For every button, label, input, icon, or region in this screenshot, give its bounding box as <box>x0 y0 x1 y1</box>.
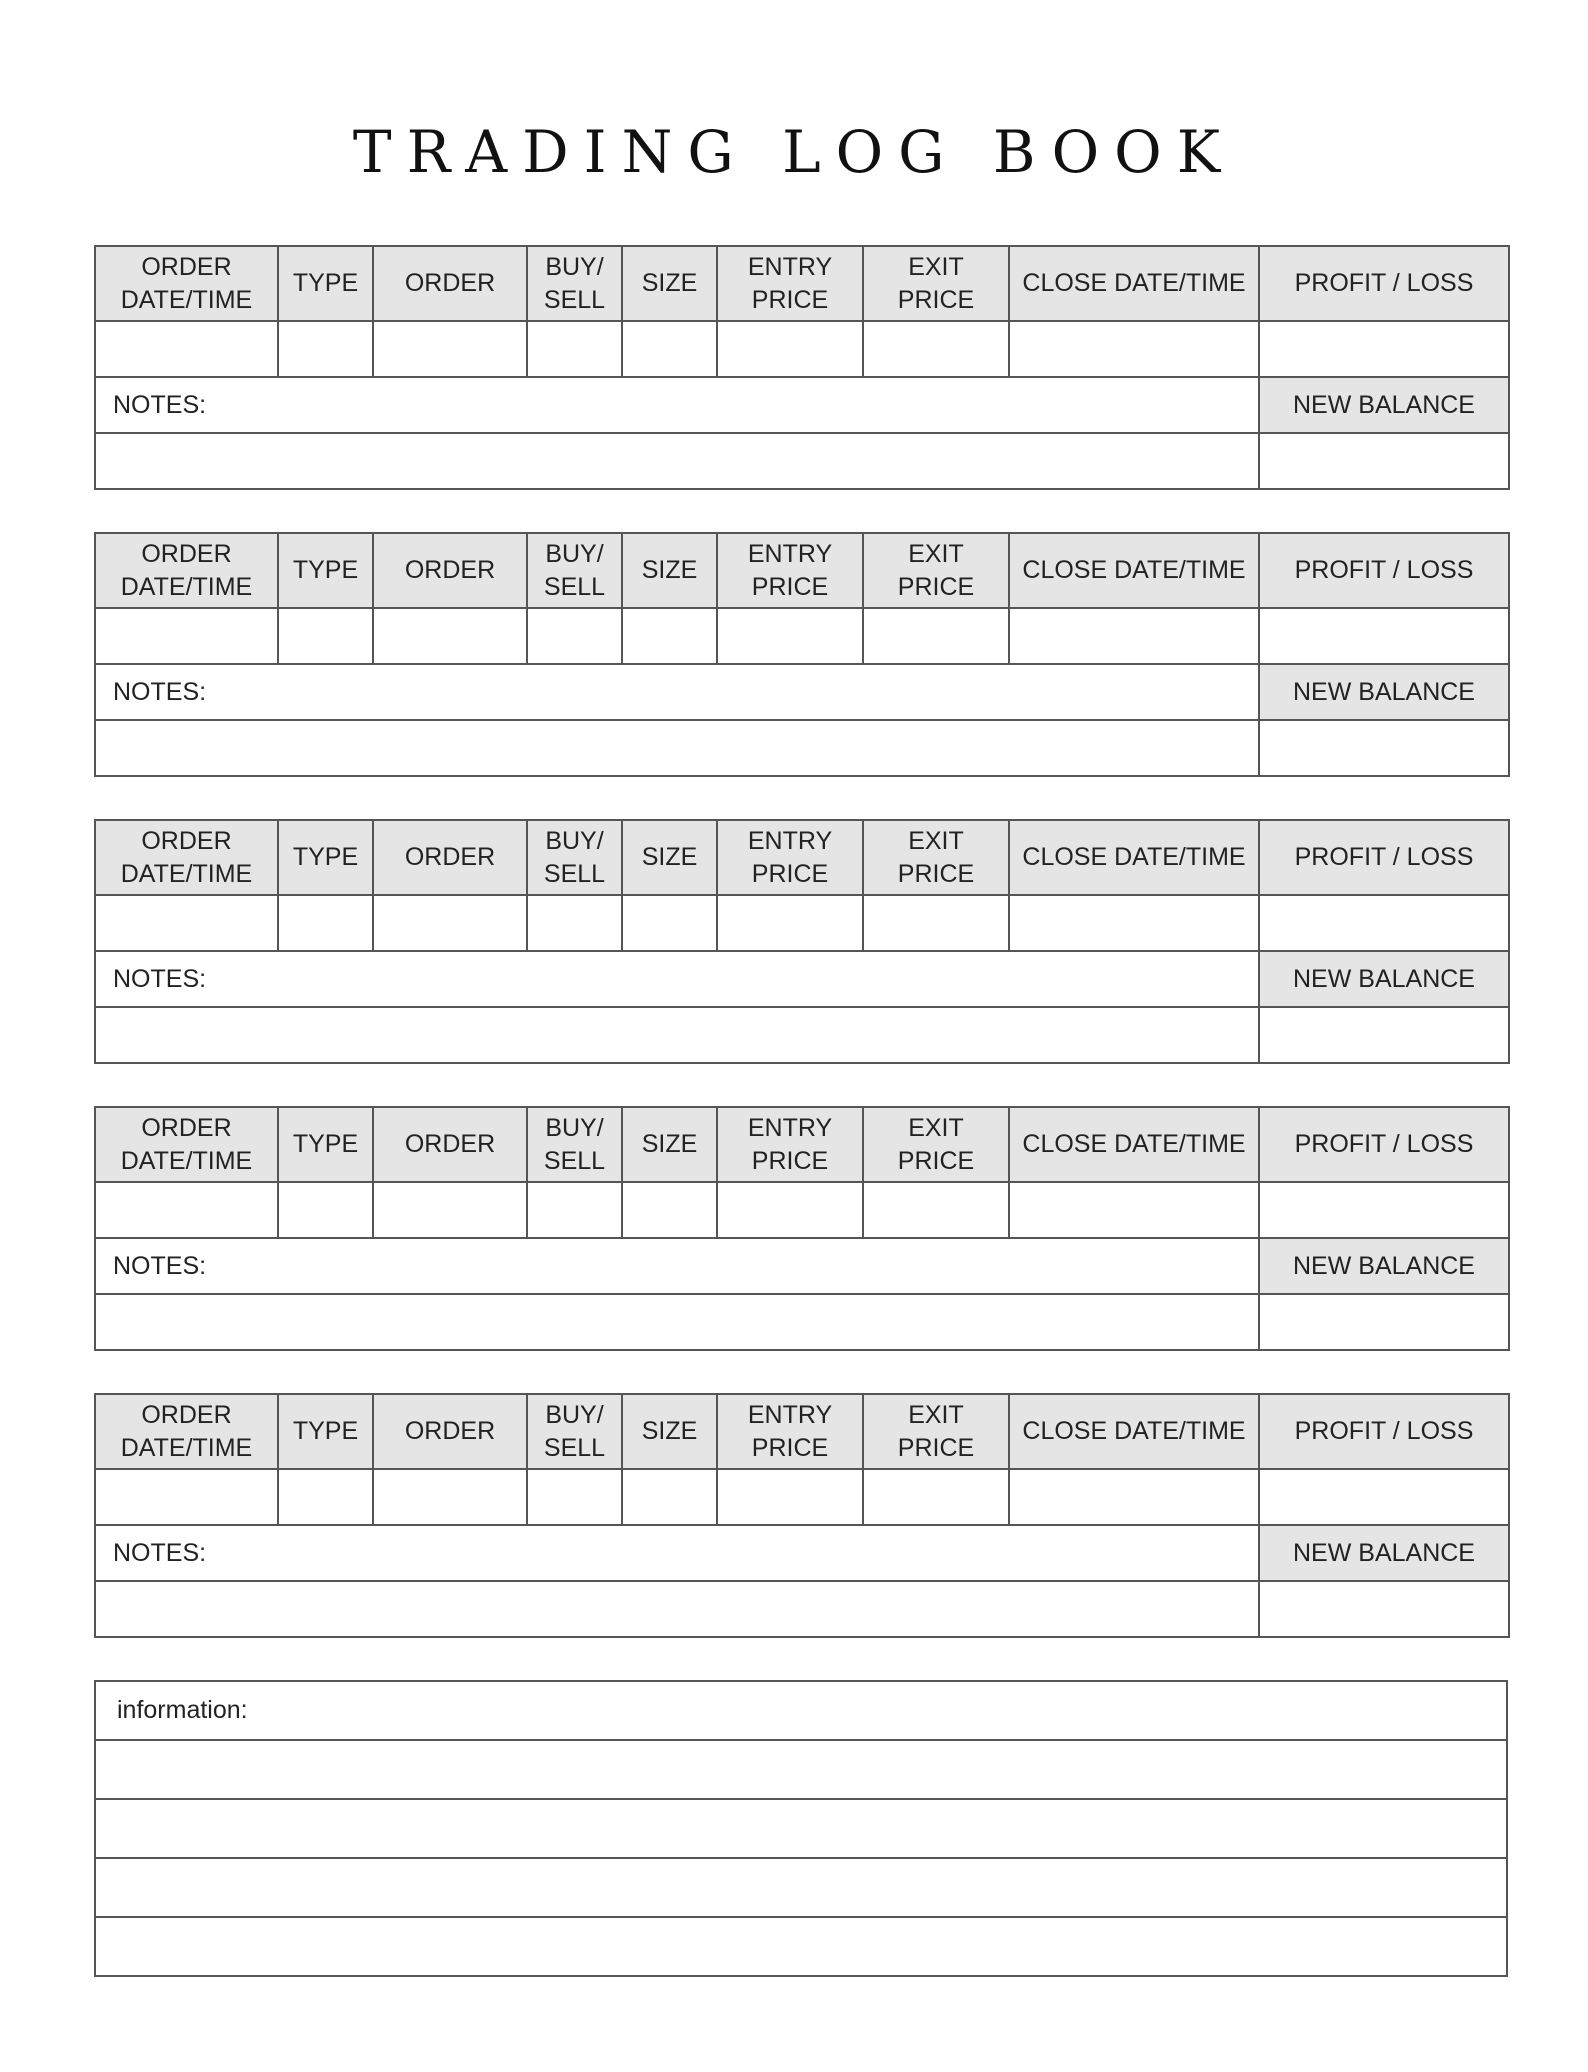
column-header-profit-loss: PROFIT / LOSS <box>1259 533 1509 608</box>
information-line[interactable] <box>95 1799 1507 1858</box>
column-header-exit-price: EXIT PRICE <box>863 246 1009 321</box>
column-header-entry-price: ENTRY PRICE <box>717 533 863 608</box>
entry-cell-order-datetime[interactable] <box>95 608 278 664</box>
entry-cell-type[interactable] <box>278 1469 373 1525</box>
entry-cell-exit-price[interactable] <box>863 1182 1009 1238</box>
new-balance-field[interactable] <box>1259 1007 1509 1063</box>
new-balance-label: NEW BALANCE <box>1259 951 1509 1007</box>
entry-cell-type[interactable] <box>278 1182 373 1238</box>
trade-entry-table <box>94 1393 1510 1638</box>
new-balance-field[interactable] <box>1259 1581 1509 1637</box>
column-header-order: ORDER <box>373 533 527 608</box>
column-header-close-datetime: CLOSE DATE/TIME <box>1009 246 1259 321</box>
column-header-type: TYPE <box>278 1107 373 1182</box>
column-header-size: SIZE <box>622 1107 717 1182</box>
column-header-order-datetime: ORDER DATE/TIME <box>95 533 278 608</box>
notes-field[interactable] <box>95 1581 1259 1637</box>
notes-label: NOTES: <box>95 1238 1259 1294</box>
entry-cell-order-datetime[interactable] <box>95 321 278 377</box>
information-line[interactable] <box>95 1858 1507 1917</box>
entry-cell-close-datetime[interactable] <box>1009 321 1259 377</box>
column-header-type: TYPE <box>278 533 373 608</box>
trade-entry-table <box>94 819 1510 1064</box>
entry-cell-size[interactable] <box>622 1469 717 1525</box>
entry-cell-type[interactable] <box>278 895 373 951</box>
column-header-size: SIZE <box>622 246 717 321</box>
entry-cell-entry-price[interactable] <box>717 1469 863 1525</box>
entry-cell-exit-price[interactable] <box>863 608 1009 664</box>
notes-label: NOTES: <box>95 664 1259 720</box>
entry-cell-buy-sell[interactable] <box>527 608 622 664</box>
trade-entry-table <box>94 532 1510 777</box>
entry-cell-type[interactable] <box>278 608 373 664</box>
notes-label: NOTES: <box>95 377 1259 433</box>
column-header-profit-loss: PROFIT / LOSS <box>1259 1107 1509 1182</box>
new-balance-label: NEW BALANCE <box>1259 664 1509 720</box>
entry-cell-type[interactable] <box>278 321 373 377</box>
entry-cell-exit-price[interactable] <box>863 321 1009 377</box>
new-balance-field[interactable] <box>1259 720 1509 776</box>
column-header-size: SIZE <box>622 1394 717 1469</box>
column-header-entry-price: ENTRY PRICE <box>717 1107 863 1182</box>
column-header-buy-sell: BUY/ SELL <box>527 533 622 608</box>
entry-cell-entry-price[interactable] <box>717 608 863 664</box>
column-header-buy-sell: BUY/ SELL <box>527 1394 622 1469</box>
entry-cell-size[interactable] <box>622 608 717 664</box>
new-balance-field[interactable] <box>1259 1294 1509 1350</box>
entry-cell-order-datetime[interactable] <box>95 1469 278 1525</box>
entry-cell-entry-price[interactable] <box>717 1182 863 1238</box>
column-header-type: TYPE <box>278 820 373 895</box>
entry-cell-profit-loss[interactable] <box>1259 1182 1509 1238</box>
column-header-size: SIZE <box>622 533 717 608</box>
entry-cell-close-datetime[interactable] <box>1009 1182 1259 1238</box>
column-header-order: ORDER <box>373 246 527 321</box>
column-header-order-datetime: ORDER DATE/TIME <box>95 820 278 895</box>
new-balance-label: NEW BALANCE <box>1259 1238 1509 1294</box>
column-header-entry-price: ENTRY PRICE <box>717 246 863 321</box>
column-header-type: TYPE <box>278 246 373 321</box>
entry-cell-order[interactable] <box>373 608 527 664</box>
column-header-order: ORDER <box>373 1394 527 1469</box>
column-header-exit-price: EXIT PRICE <box>863 533 1009 608</box>
entry-cell-profit-loss[interactable] <box>1259 1469 1509 1525</box>
notes-field[interactable] <box>95 1007 1259 1063</box>
column-header-buy-sell: BUY/ SELL <box>527 1107 622 1182</box>
column-header-profit-loss: PROFIT / LOSS <box>1259 246 1509 321</box>
column-header-close-datetime: CLOSE DATE/TIME <box>1009 1107 1259 1182</box>
entry-cell-entry-price[interactable] <box>717 895 863 951</box>
entry-cell-order[interactable] <box>373 1469 527 1525</box>
column-header-profit-loss: PROFIT / LOSS <box>1259 820 1509 895</box>
new-balance-label: NEW BALANCE <box>1259 377 1509 433</box>
entry-cell-profit-loss[interactable] <box>1259 895 1509 951</box>
entry-cell-buy-sell[interactable] <box>527 895 622 951</box>
entry-cell-entry-price[interactable] <box>717 321 863 377</box>
entry-cell-size[interactable] <box>622 1182 717 1238</box>
entry-cell-order[interactable] <box>373 1182 527 1238</box>
column-header-size: SIZE <box>622 820 717 895</box>
new-balance-field[interactable] <box>1259 433 1509 489</box>
entry-cell-buy-sell[interactable] <box>527 321 622 377</box>
notes-field[interactable] <box>95 1294 1259 1350</box>
trade-entry-table <box>94 1106 1510 1351</box>
entry-cell-order-datetime[interactable] <box>95 895 278 951</box>
entry-cell-close-datetime[interactable] <box>1009 608 1259 664</box>
entry-cell-exit-price[interactable] <box>863 895 1009 951</box>
column-header-order: ORDER <box>373 1107 527 1182</box>
information-table <box>94 1680 1508 1977</box>
notes-label: NOTES: <box>95 951 1259 1007</box>
column-header-order: ORDER <box>373 820 527 895</box>
column-header-type: TYPE <box>278 1394 373 1469</box>
notes-field[interactable] <box>95 433 1259 489</box>
column-header-close-datetime: CLOSE DATE/TIME <box>1009 820 1259 895</box>
entry-cell-size[interactable] <box>622 321 717 377</box>
column-header-profit-loss: PROFIT / LOSS <box>1259 1394 1509 1469</box>
entry-cell-close-datetime[interactable] <box>1009 895 1259 951</box>
entry-cell-buy-sell[interactable] <box>527 1469 622 1525</box>
column-header-entry-price: ENTRY PRICE <box>717 820 863 895</box>
information-line[interactable] <box>95 1917 1507 1976</box>
column-header-order-datetime: ORDER DATE/TIME <box>95 1107 278 1182</box>
column-header-close-datetime: CLOSE DATE/TIME <box>1009 533 1259 608</box>
new-balance-label: NEW BALANCE <box>1259 1525 1509 1581</box>
entry-cell-order[interactable] <box>373 895 527 951</box>
entry-cell-buy-sell[interactable] <box>527 1182 622 1238</box>
column-header-close-datetime: CLOSE DATE/TIME <box>1009 1394 1259 1469</box>
entry-cell-order[interactable] <box>373 321 527 377</box>
column-header-exit-price: EXIT PRICE <box>863 1394 1009 1469</box>
entry-cell-order-datetime[interactable] <box>95 1182 278 1238</box>
notes-field[interactable] <box>95 720 1259 776</box>
information-line[interactable] <box>95 1740 1507 1799</box>
entry-cell-exit-price[interactable] <box>863 1469 1009 1525</box>
page-title: TRADING LOG BOOK <box>352 118 1236 186</box>
column-header-order-datetime: ORDER DATE/TIME <box>95 246 278 321</box>
column-header-buy-sell: BUY/ SELL <box>527 820 622 895</box>
column-header-order-datetime: ORDER DATE/TIME <box>95 1394 278 1469</box>
trade-entry-table <box>94 245 1510 490</box>
entry-cell-profit-loss[interactable] <box>1259 321 1509 377</box>
column-header-exit-price: EXIT PRICE <box>863 1107 1009 1182</box>
information-label: information: <box>95 1681 1507 1740</box>
column-header-exit-price: EXIT PRICE <box>863 820 1009 895</box>
notes-label: NOTES: <box>95 1525 1259 1581</box>
column-header-entry-price: ENTRY PRICE <box>717 1394 863 1469</box>
entry-cell-close-datetime[interactable] <box>1009 1469 1259 1525</box>
column-header-buy-sell: BUY/ SELL <box>527 246 622 321</box>
entry-cell-profit-loss[interactable] <box>1259 608 1509 664</box>
entry-cell-size[interactable] <box>622 895 717 951</box>
